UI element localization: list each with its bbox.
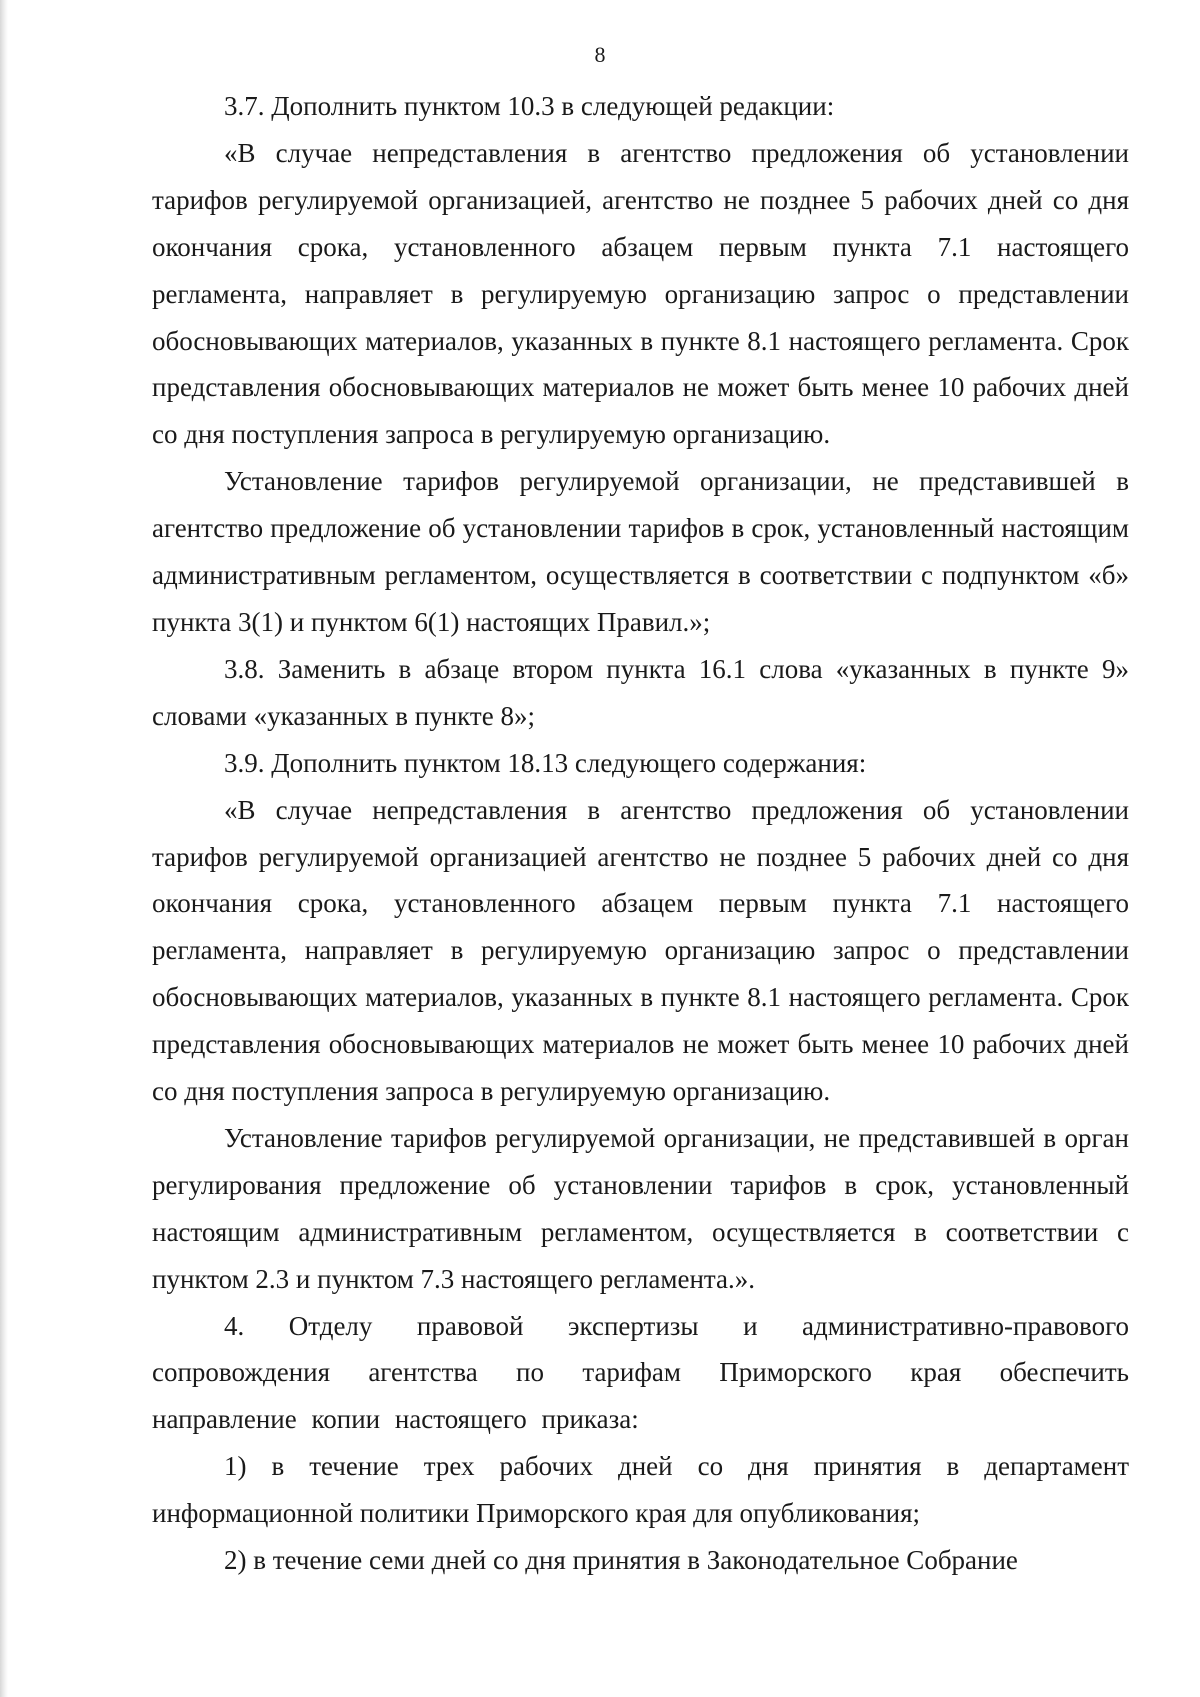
paragraph-4-item-1: 1) в течение трех рабочих дней со дня принятия в департамент информационной политики Приморского края для опубликования; xyxy=(152,1451,1129,1529)
paragraph-3-9-heading: 3.9. Дополнить пунктом 18.13 следующего содержания: xyxy=(224,747,867,778)
paragraph-3-7-quote-1: «В случае непредставления в агентство предложения об установлении тарифов регулируемой организацией, агентство не позднее 5 рабочих дней со дня окончания срока, установленного абзацем первым пункта 7.1 настоящего регламента, направляет в регулируемую организацию запрос о представлении обосновывающих материалов, указанных в пункте 8.1 настоящего регламента. Срок представления обосновывающих материалов не может быть менее 10 рабочих дней со дня поступления запроса в регулируемую организацию. xyxy=(152,137,1129,450)
paragraph-4: 4. Отделу правовой экспертизы и административно-правового сопровождения агентства по тарифам Приморского края обеспечить направление копии настоящего приказа: xyxy=(152,1310,1129,1435)
document-body xyxy=(152,83,1129,1584)
paragraph-3-8: 3.8. Заменить в абзаце втором пункта 16.1 слова «указанных в пункте 9» словами «указанных в пункте 8»; xyxy=(152,653,1129,731)
paragraph-3-9-quote-2: Установление тарифов регулируемой организации, не представившей в орган регулирования предложение об установлении тарифов в срок, установленный настоящим административным регламентом, осуществляется в соответствии с пунктом 2.3 и пунктом 7.3 настоящего регламента.». xyxy=(152,1122,1129,1294)
scan-edge-shadow xyxy=(0,0,8,1697)
paragraph-3-9-quote-1: «В случае непредставления в агентство предложения об установлении тарифов регулируемой организацией агентство не позднее 5 рабочих дней со дня окончания срока, установленного абзацем первым пункта 7.1 настоящего регламента, направляет в регулируемую организацию запрос о представлении обосновывающих материалов, указанных в пункте 8.1 настоящего регламента. Срок представления обосновывающих материалов не может быть менее 10 рабочих дней со дня поступления запроса в регулируемую организацию. xyxy=(152,794,1129,1107)
paragraph-4-item-2: 2) в течение семи дней со дня принятия в Законодательное Собрание xyxy=(224,1545,1018,1576)
paragraph-3-7-heading: 3.7. Дополнить пунктом 10.3 в следующей редакции: xyxy=(224,91,835,121)
page-number: 8 xyxy=(594,42,606,67)
paragraph-3-7-quote-2: Установление тарифов регулируемой организации, не представившей в агентство предложение об установлении тарифов в срок, установленный настоящим административным регламентом, осуществляется в соответствии с подпунктом «б» пункта 3(1) и пунктом 6(1) настоящих Правил.»; xyxy=(152,466,1129,637)
